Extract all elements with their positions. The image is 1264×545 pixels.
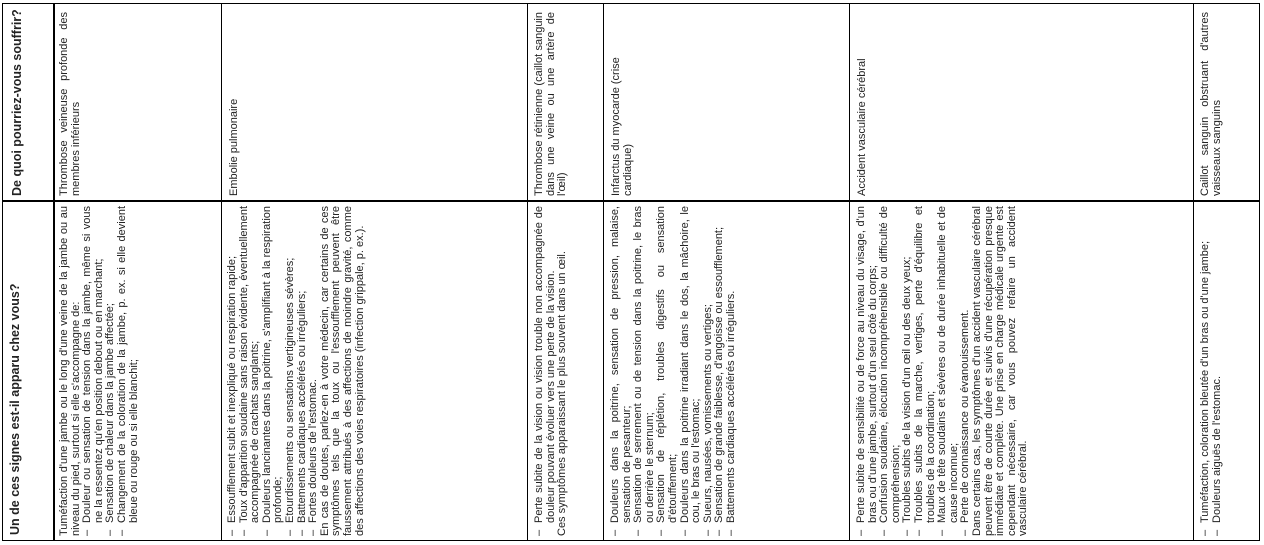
- condition-name: Thrombose veineuse profonde des membres inférieurs: [58, 12, 82, 196]
- condition-cell: [1195, 4, 1259, 200]
- list-item: – Perte subite de la vision ou vision trouble non accompagnée de douleur pouvant évoluer vers une perte de la vision.: [534, 206, 557, 536]
- list-item: – Sensation de serrement ou de tension dans la poitrine, le bras ou derrière le sternum;: [633, 206, 656, 536]
- symptoms-text: [534, 206, 569, 536]
- symptoms-cell: [605, 202, 848, 540]
- column-divider: [849, 3, 850, 541]
- list-item: – Tuméfaction, coloration bleutée d'un bras ou d'une jambe;: [1200, 206, 1212, 536]
- condition-cell: [55, 4, 220, 200]
- condition-cell: [851, 4, 1192, 200]
- list-item: – Confusion soudaine, élocution incompréhensible ou difficulté de compréhension;: [879, 206, 902, 536]
- symptom-list: [227, 206, 320, 536]
- header-signs-cell: [4, 201, 52, 539]
- column-divider: [1193, 3, 1194, 541]
- condition-cell: [605, 4, 848, 200]
- list-item: – Douleurs aiguës de l'estomac.: [1212, 206, 1224, 536]
- list-item: – Etourdissements ou sensations vertigineuses sévères;: [285, 206, 297, 536]
- symptoms-cell: [851, 202, 1192, 540]
- condition-name: Embolie pulmonaire: [228, 98, 240, 196]
- list-item: – Sueurs, nausées, vomissements ou vertiges;: [703, 206, 715, 536]
- symptoms-cell: [1195, 202, 1259, 540]
- list-item: – Toux d'apparition soudaine sans raison évidente, éventuellement accompagnée de crachats sanglants;: [239, 206, 262, 536]
- symptom-list: [856, 206, 972, 536]
- condition-name: Accident vasculaire cérébral: [856, 58, 868, 196]
- symptoms-text: [227, 206, 366, 536]
- list-item: – Battements cardiaques accélérés ou irréguliers.: [726, 206, 738, 536]
- symptom-list: [610, 206, 738, 536]
- symptoms-cell: [223, 202, 526, 540]
- symptom-list: [82, 206, 140, 536]
- list-item: – Changement de la coloration de la jambe, p. ex. si elle devient bleue ou rouge ou si elle blanchit;: [117, 206, 140, 536]
- list-item: – Perte de connaissance ou évanouissement.: [960, 206, 972, 536]
- symptoms-text: [1200, 206, 1223, 536]
- list-item: – Douleurs dans la poitrine irradiant dans le dos, la mâchoire, le cou, le bras ou l'estomac;: [680, 206, 703, 536]
- symptoms-intro: Tuméfaction d'une jambe ou le long d'une veine de la jambe ou au niveau du pied, surtout si elle s'accompagne de:: [58, 206, 82, 536]
- list-item: – Sensation de réplétion, troubles digestifs ou sensation d'étouffement;: [656, 206, 679, 536]
- column-divider: [527, 3, 528, 541]
- condition-name: Infarctus du myocarde (crise cardiaque): [610, 57, 634, 196]
- column-divider: [221, 3, 222, 541]
- symptoms-note: Dans certains cas, les symptômes d'un accident vasculaire cérébral peuvent être de courte durée et suivis d'une récupération presque immédiate et complète. Une prise en charge médicale urgente est cependant nécessaire, car vous pouvez refaire un accident vasculaire cérébral.: [970, 206, 1030, 536]
- list-item: – Sensation de chaleur dans la jambe affectée;: [105, 206, 117, 536]
- list-item: – Troubles subits de la marche, vertiges, perte d'équilibre et troubles de la coordination;: [914, 206, 937, 536]
- list-item: – Douleur ou sensation de tension dans la jambe, même si vous ne la ressentez qu'en position debout ou en marchant;: [82, 206, 105, 536]
- symptom-list: [1200, 206, 1223, 536]
- header-condition-cell: [4, 4, 52, 200]
- list-item: – Douleurs dans la poitrine, sensation de pression, malaise, sensation de pesanteur;: [610, 206, 633, 536]
- list-item: – Douleurs lancinantes dans la poitrine, s'amplifiant à la respiration profonde;: [262, 206, 285, 536]
- list-item: – Sensation de grande faiblesse, d'angoisse ou essoufflement;: [714, 206, 726, 536]
- condition-cell: [529, 4, 602, 200]
- symptoms-text: [856, 206, 1030, 536]
- list-item: – Maux de tête soudains et sévères ou de durée inhabituelle et de cause inconnue;: [937, 206, 960, 536]
- list-item: – Perte subite de sensibilité ou de force au niveau du visage, d'un bras ou d'une jambe, surtout d'un seul côté du corps;: [856, 206, 879, 536]
- column-divider: [603, 3, 604, 541]
- symptoms-cell: [55, 202, 220, 540]
- condition-cell: [223, 4, 526, 200]
- symptoms-text: [59, 206, 140, 536]
- condition-name: Thrombose rétinienne (caillot sanguin dans une veine ou une artère de l'œil): [533, 12, 569, 196]
- list-item: – Battements cardiaques accélérés ou irréguliers;: [297, 206, 309, 536]
- symptoms-text: [610, 206, 738, 536]
- list-item: – Troubles subits de la vision d'un œil ou des deux yeux;: [902, 206, 914, 536]
- list-item: – Essoufflement subit et inexpliqué ou respiration rapide;: [227, 206, 239, 536]
- condition-name: Caillot sanguin obstruant d'autres vaisseaux sanguins: [1199, 12, 1223, 196]
- symptom-list: [534, 206, 557, 536]
- list-item: – Fortes douleurs de l'estomac.: [308, 206, 320, 536]
- symptoms-note: En cas de doutes, parlez-en à votre médecin, car certains de ces symptômes tels que la toux ou l'essoufflement peuvent être faussement attribués à des affections de moindre gravité, comme des affections des voies respiratoires (infection grippale, p. ex.).: [318, 206, 366, 536]
- header-condition: De quoi pourriez-vous souffrir?: [10, 9, 24, 196]
- symptoms-note: Ces symptômes apparaissant le plus souvent dans un œil.: [556, 251, 569, 536]
- symptoms-cell: [529, 202, 602, 540]
- header-signs: Un de ces signes est-il apparu chez vous?: [8, 283, 22, 535]
